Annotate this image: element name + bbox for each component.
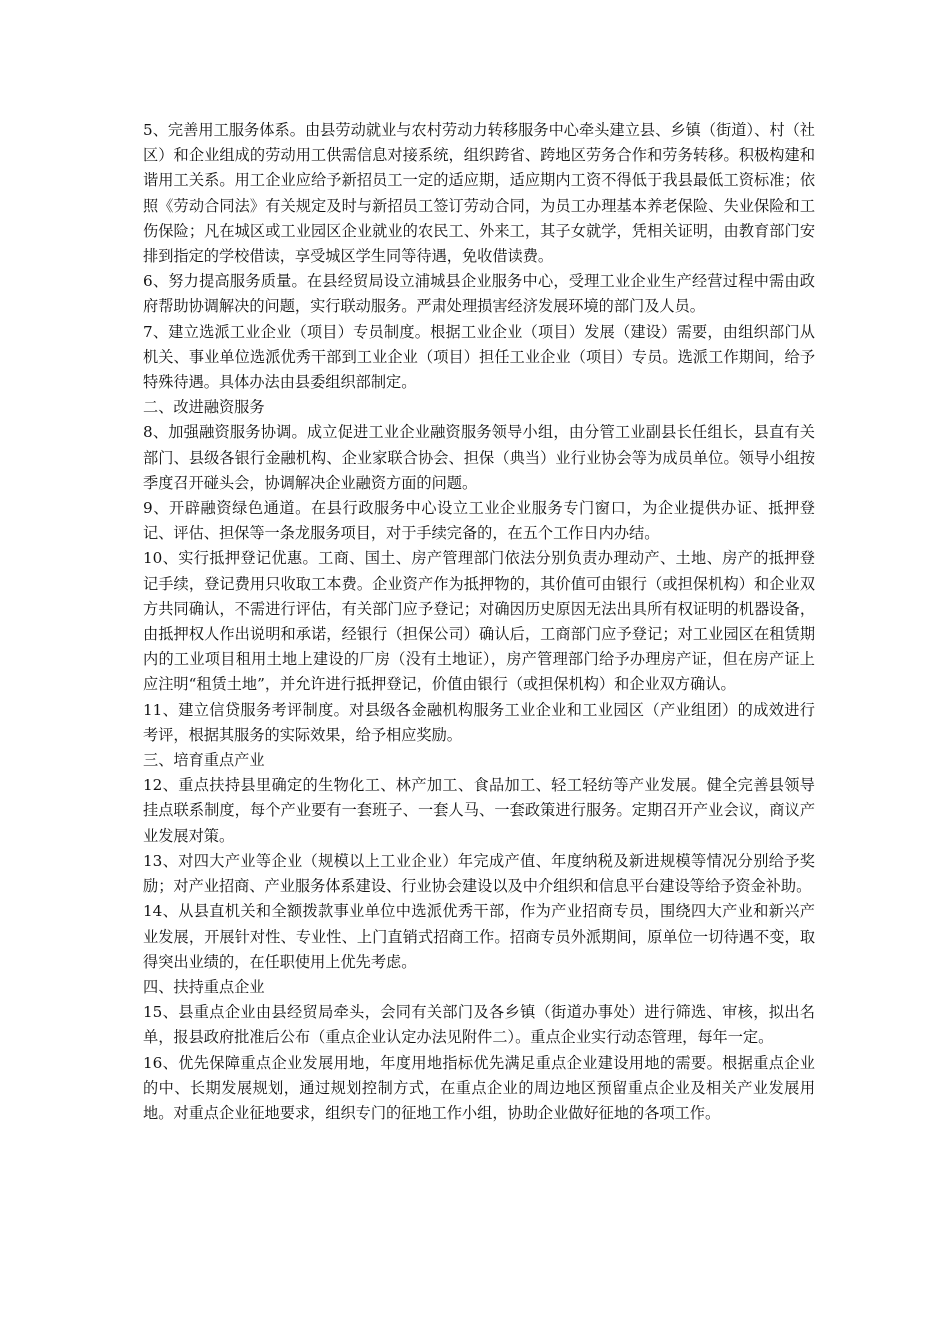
paragraph-16: 16、优先保障重点企业发展用地，年度用地指标优先满足重点企业建设用地的需要。根据重点企业的中、长期发展规划，通过规划控制方式，在重点企业的周边地区预留重点企业及相关产业发展用地。对重点企业征地要求，组织专门的征地工作小组，协助企业做好征地的各项工作。 <box>143 1053 815 1122</box>
document-body <box>143 118 815 1126</box>
paragraph-15: 15、县重点企业由县经贸局牵头，会同有关部门及各乡镇（街道办事处）进行筛选、审核，拟出名单，报县政府批准后公布（重点企业认定办法见附件二）。重点企业实行动态管理，每年一定。 <box>143 1003 815 1047</box>
paragraph-9: 9、开辟融资绿色通道。在县行政服务中心设立工业企业服务专门窗口，为企业提供办证、抵押登记、评估、担保等一条龙服务项目，对于手续完备的，在五个工作日内办结。 <box>143 499 815 543</box>
paragraph-5: 5、完善用工服务体系。由县劳动就业与农村劳动力转移服务中心牵头建立县、乡镇（街道）、村（社区）和企业组成的劳动用工供需信息对接系统，组织跨省、跨地区劳务合作和劳务转移。积极构建和谐用工关系。用工企业应给予新招员工一定的适应期，适应期内工资不得低于我县最低工资标准；依照《劳动合同法》有关规定及时与新招员工签订劳动合同，为员工办理基本养老保险、失业保险和工伤保险；凡在城区或工业园区企业就业的农民工、外来工，其子女就学，凭相关证明，由教育部门安排到指定的学校借读，享受城区学生同等待遇，免收借读费。 <box>143 121 815 266</box>
section-heading-4: 四、扶持重点企业 <box>143 977 265 996</box>
paragraph-7: 7、建立选派工业企业（项目）专员制度。根据工业企业（项目）发展（建设）需要，由组织部门从机关、事业单位选派优秀干部到工业企业（项目）担任工业企业（项目）专员。选派工作期间，给予特殊待遇。具体办法由县委组织部制定。 <box>143 322 815 392</box>
paragraph-6: 6、努力提高服务质量。在县经贸局设立浦城县企业服务中心，受理工业企业生产经营过程中需由政府帮助协调解决的问题，实行联动服务。严肃处理损害经济发展环境的部门及人员。 <box>143 272 815 316</box>
paragraph-10: 10、实行抵押登记优惠。工商、国土、房产管理部门依法分别负责办理动产、土地、房产的抵押登记手续，登记费用只收取工本费。企业资产作为抵押物的，其价值可由银行（或担保机构）和企业双方共同确认，不需进行评估，有关部门应予登记；对确因历史原因无法出具所有权证明的机器设备，由抵押权人作出说明和承诺，经银行（担保公司）确认后，工商部门应予登记；对工业园区在租赁期内的工业项目租用土地上建设的厂房（没有土地证），房产管理部门给予办理房产证，但在房产证上应注明“租赁土地”，并允许进行抵押登记，价值由银行（或担保机构）和企业双方确认。 <box>143 549 815 694</box>
paragraph-8: 8、加强融资服务协调。成立促进工业企业融资服务领导小组，由分管工业副县长任组长，县直有关部门、县级各银行金融机构、企业家联合协会、担保（典当）业行业协会等为成员单位。领导小组按季度召开碰头会，协调解决企业融资方面的问题。 <box>143 423 815 492</box>
paragraph-13: 13、对四大产业等企业（规模以上工业企业）年完成产值、年度纳税及新进规模等情况分别给予奖励；对产业招商、产业服务体系建设、行业协会建设以及中介组织和信息平台建设等给予资金补助。 <box>143 851 815 896</box>
section-heading-3: 三、培育重点产业 <box>143 751 265 770</box>
paragraph-12: 12、重点扶持县里确定的生物化工、林产加工、食品加工、轻工轻纺等产业发展。健全完善县领导挂点联系制度，每个产业要有一套班子、一套人马、一套政策进行服务。定期召开产业会议，商议产业发展对策。 <box>143 776 815 845</box>
paragraph-11: 11、建立信贷服务考评制度。对县级各金融机构服务工业企业和工业园区（产业组团）的成效进行考评，根据其服务的实际效果，给予相应奖励。 <box>143 700 815 744</box>
section-heading-2: 二、改进融资服务 <box>143 398 265 417</box>
paragraph-14: 14、从县直机关和全额拨款事业单位中选派优秀干部，作为产业招商专员，围绕四大产业和新兴产业发展，开展针对性、专业性、上门直销式招商工作。招商专员外派期间，原单位一切待遇不变，取得突出业绩的，在任职使用上优先考虑。 <box>143 902 815 971</box>
